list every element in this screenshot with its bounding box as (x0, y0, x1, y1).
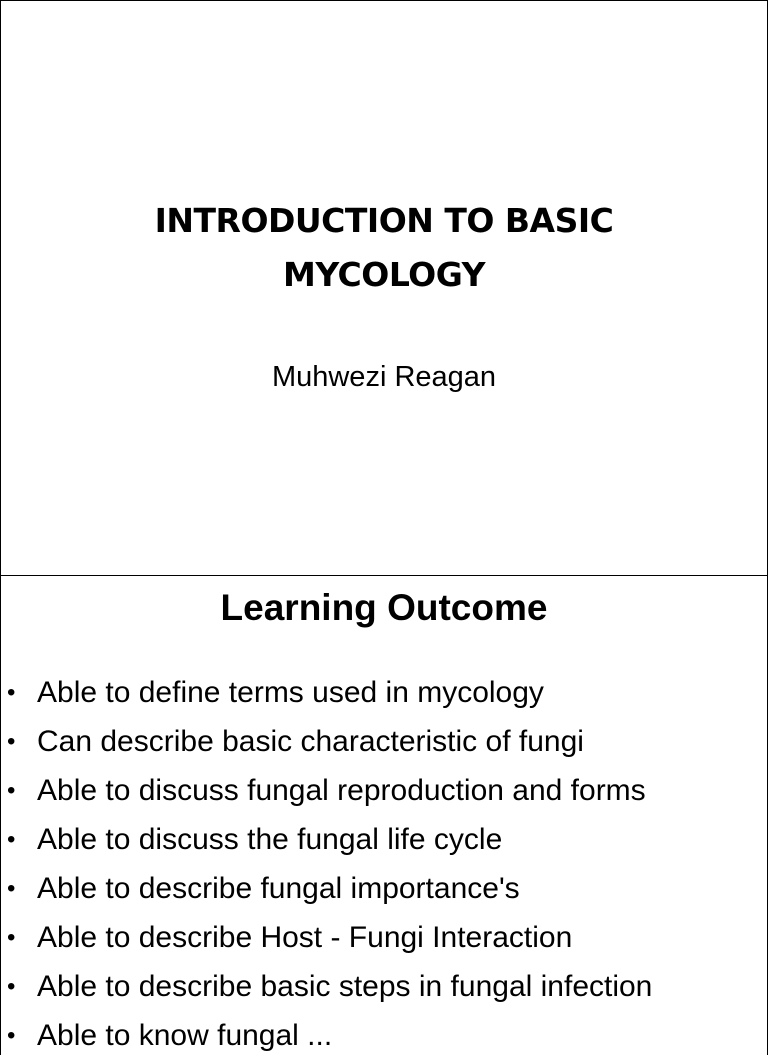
outcome-item (1, 766, 768, 815)
outcome-item (1, 864, 768, 913)
slide-title-line-1: INTRODUCTION TO BASIC (154, 201, 614, 240)
author-name: Muhwezi Reagan (271, 361, 497, 393)
outcome-text: Able to describe basic steps in fungal infection (37, 970, 653, 1003)
outcome-item (1, 717, 768, 766)
outcome-list (1, 668, 768, 1060)
bullet-icon: • (7, 924, 16, 951)
slide-title (1, 194, 767, 302)
outcome-item (1, 815, 768, 864)
outcome-item (1, 913, 768, 962)
outcome-text: Able to describe Host - Fungi Interaction (37, 921, 573, 954)
outcome-text: Able to describe fungal importance's (37, 872, 520, 905)
outcome-item (1, 962, 768, 1011)
bullet-icon: • (7, 728, 16, 755)
learning-outcome-slide (0, 575, 768, 1055)
outcome-text: Able to discuss the fungal life cycle (37, 823, 503, 856)
bullet-icon: • (7, 679, 16, 706)
bullet-icon: • (7, 1022, 16, 1049)
outcome-text: Able to define terms used in mycology (37, 676, 544, 709)
bullet-icon: • (7, 826, 16, 853)
outcome-text: Able to discuss fungal reproduction and forms (37, 774, 646, 807)
slide-title-line-2: MYCOLOGY (283, 255, 485, 294)
outcome-text: Able to know fungal ... (37, 1019, 333, 1052)
bullet-icon: • (7, 875, 16, 902)
bullet-icon: • (7, 973, 16, 1000)
outcome-item (1, 668, 768, 717)
outcome-text: Can describe basic characteristic of fungi (37, 725, 584, 758)
outcome-item (1, 1011, 768, 1060)
learning-outcome-heading: Learning Outcome (220, 587, 548, 628)
bullet-icon: • (7, 777, 16, 804)
